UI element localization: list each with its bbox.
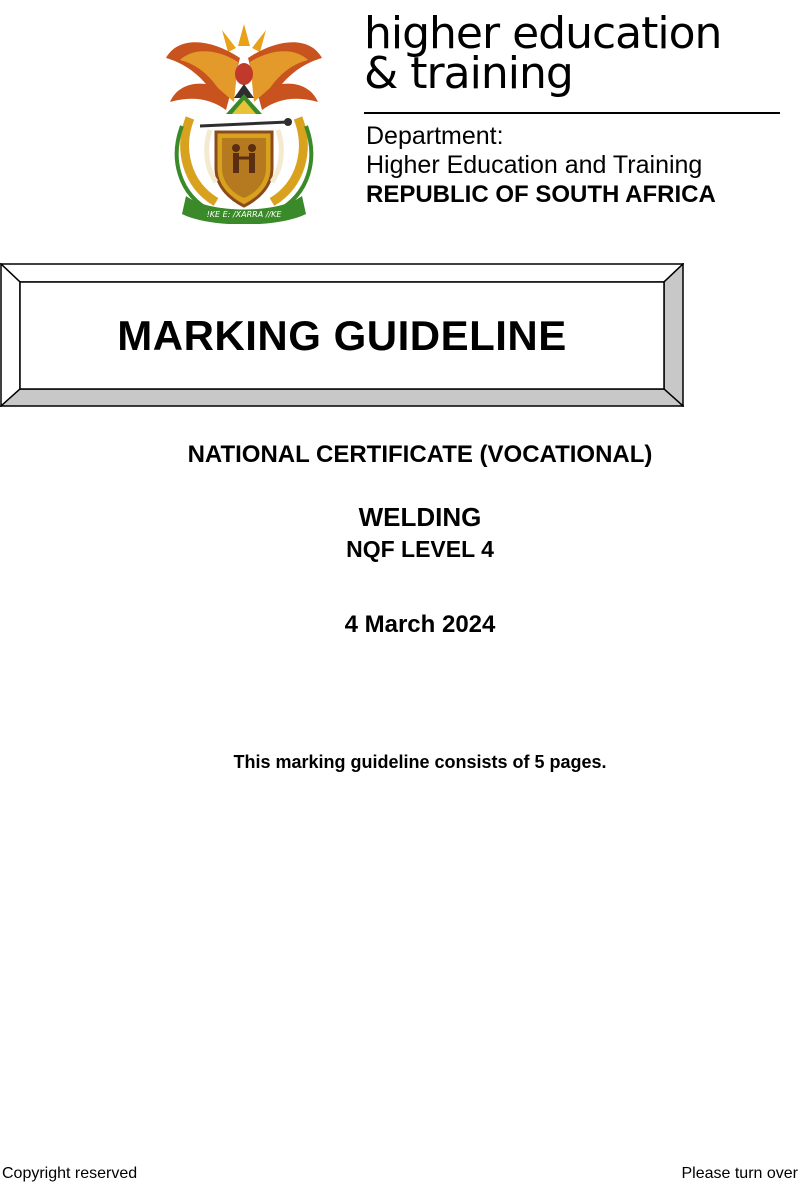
qualification-title: NATIONAL CERTIFICATE (VOCATIONAL) — [187, 441, 653, 468]
coat-of-arms-logo — [160, 18, 328, 224]
brand-wordmark-line1: higher education — [364, 8, 722, 59]
turn-over-note: Please turn over — [681, 1165, 798, 1182]
brand-wordmark-line2: & training — [364, 48, 573, 99]
nqf-level: NQF LEVEL 4 — [346, 536, 494, 562]
exam-date: 4 March 2024 — [344, 611, 496, 638]
page-count-note: This marking guideline consists of 5 pages. — [233, 752, 607, 772]
dept-title: Higher Education and Training — [366, 151, 703, 179]
department-branding — [364, 8, 784, 208]
dept-label: Department: — [366, 122, 504, 150]
department-name — [366, 122, 716, 209]
subject-name: WELDING — [358, 502, 482, 532]
document-title: MARKING GUIDELINE — [117, 312, 567, 359]
country-name: REPUBLIC OF SOUTH AFRICA — [366, 181, 716, 208]
motto-text: !KE E: /XARRA //KE — [206, 210, 282, 219]
copyright-notice: Copyright reserved — [2, 1165, 138, 1182]
brand-divider — [364, 112, 780, 114]
